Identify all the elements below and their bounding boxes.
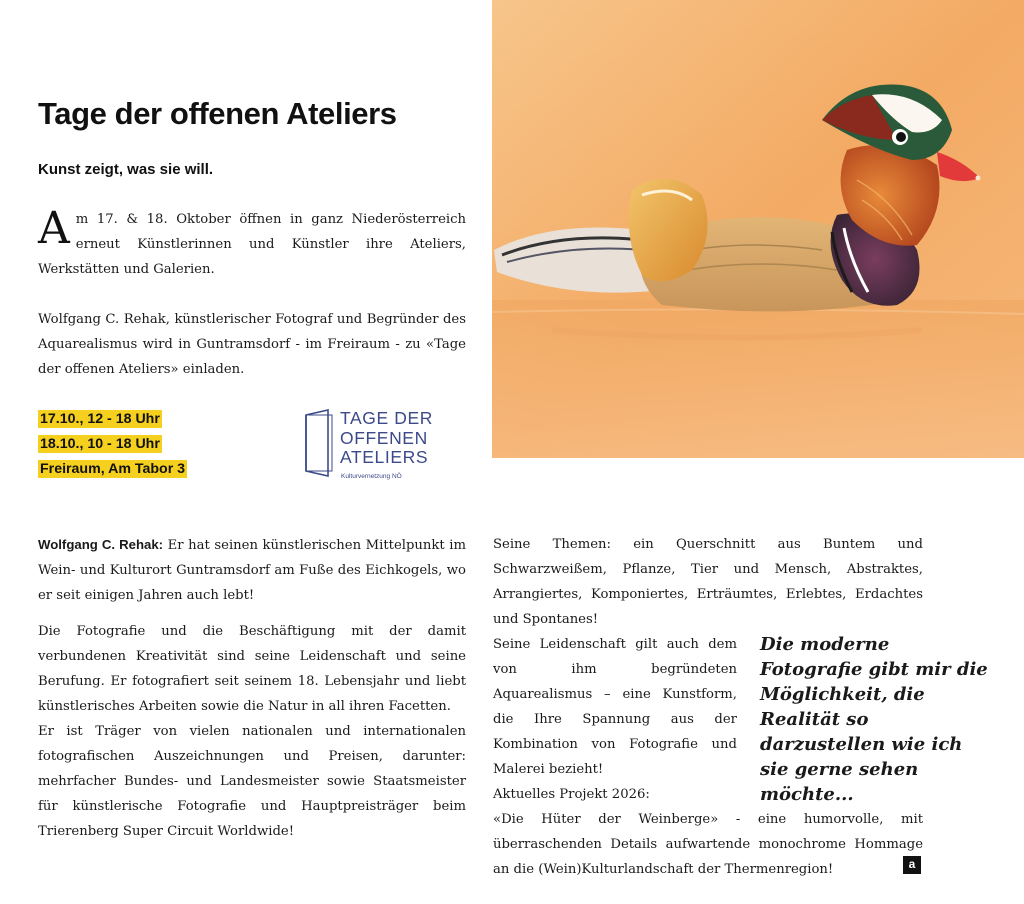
author-name: Wolfgang C. Rehak: xyxy=(38,537,164,552)
mandarin-duck-photo xyxy=(492,0,1024,458)
right-paragraph-4: «Die Hüter der Weinberge» - eine humorvolle, mit überraschenden Details aufwartende monochrome Hommage an die (Wein)Kulturlandschaft der Thermenregion! xyxy=(493,812,923,877)
end-mark-icon: a xyxy=(903,856,921,874)
pull-quote: Die moderne Fotografie gibt mir die Möglichkeit, die Realität so darzustellen wie ich sie gerne sehen möchte... xyxy=(760,634,988,805)
duck-illustration xyxy=(492,0,1024,458)
left-paragraph-1-text: Er hat seinen künstlerischen Mittelpunkt im Wein- und Kulturort Guntramsdorf am Fuße des Eichkogels, wo er seit einigen Jahren auch lebt! xyxy=(38,538,466,603)
left-column xyxy=(38,532,466,844)
left-paragraph-2: Die Fotografie und die Beschäftigung mit der damit verbundenen Kreativität sind seine Leidenschaft und seine Berufung. Er fotografiert seit seinem 18. Lebensjahr und liebt künstlerisches Arbeiten sowie die Natur in all ihren Facetten. xyxy=(38,624,466,714)
logo-line-2: OFFENEN xyxy=(340,427,428,448)
right-paragraph-1: Seine Themen: ein Querschnitt aus Buntem und Schwarzweißem, Pflanze, Tier und Mensch, Abstraktes, Arrangiertes, Komponiertes, Erträumtes, Erlebtes, Erdachtes und Spontanes! xyxy=(493,537,923,627)
logo-subline: Kulturvernetzung NÖ xyxy=(341,473,402,480)
logo-wordmark xyxy=(340,409,433,468)
right-paragraph-2: Seine Leidenschaft gilt auch dem von ihm begründeten Aquarealismus – eine Kunstform, die Ihre Spannung aus der Kombination von Fotografie und Malerei bezieht! xyxy=(493,637,737,777)
article-title: Tage der offenen Ateliers xyxy=(38,96,397,131)
logo-line-3: ATELIERS xyxy=(340,447,429,467)
event-location: Freiraum, Am Tabor 3 xyxy=(40,461,186,477)
intro-paragraph-2: Wolfgang C. Rehak, künstlerischer Fotograf und Begründer des Aquarealismus wird in Guntramsdorf - im Freiraum - zu «Tage der offenen Ateliers» einladen. xyxy=(38,312,466,377)
logo-line-1: TAGE DER xyxy=(340,408,433,428)
article-subtitle: Kunst zeigt, was sie will. xyxy=(38,161,214,178)
door-icon xyxy=(302,409,336,477)
event-date-2: 18.10., 10 - 18 Uhr xyxy=(40,436,160,452)
event-date-1: 17.10., 12 - 18 Uhr xyxy=(40,411,160,427)
left-paragraph-3: Er ist Träger von vielen nationalen und internationalen fotografischen Auszeichnungen und Preisen, darunter: mehrfacher Bundes- und Landesmeister sowie Staatsmeister für künstlerische Fotografie und Hauptpreisträger beim Trierenberg Super Circuit Worldwide! xyxy=(38,724,466,839)
right-paragraph-3: Aktuelles Projekt 2026: xyxy=(493,787,650,802)
left-paragraph-1 xyxy=(38,532,466,608)
tage-der-offenen-ateliers-logo xyxy=(300,407,450,485)
intro-paragraph-1-text: m 17. & 18. Oktober öffnen in ganz Niederösterreich erneut Künstlerinnen und Künstler ihre Ateliers, Werkstätten und Galerien. xyxy=(38,212,466,277)
event-info xyxy=(38,407,187,482)
intro-paragraph-1 xyxy=(38,203,466,282)
drop-cap: A xyxy=(38,203,70,254)
